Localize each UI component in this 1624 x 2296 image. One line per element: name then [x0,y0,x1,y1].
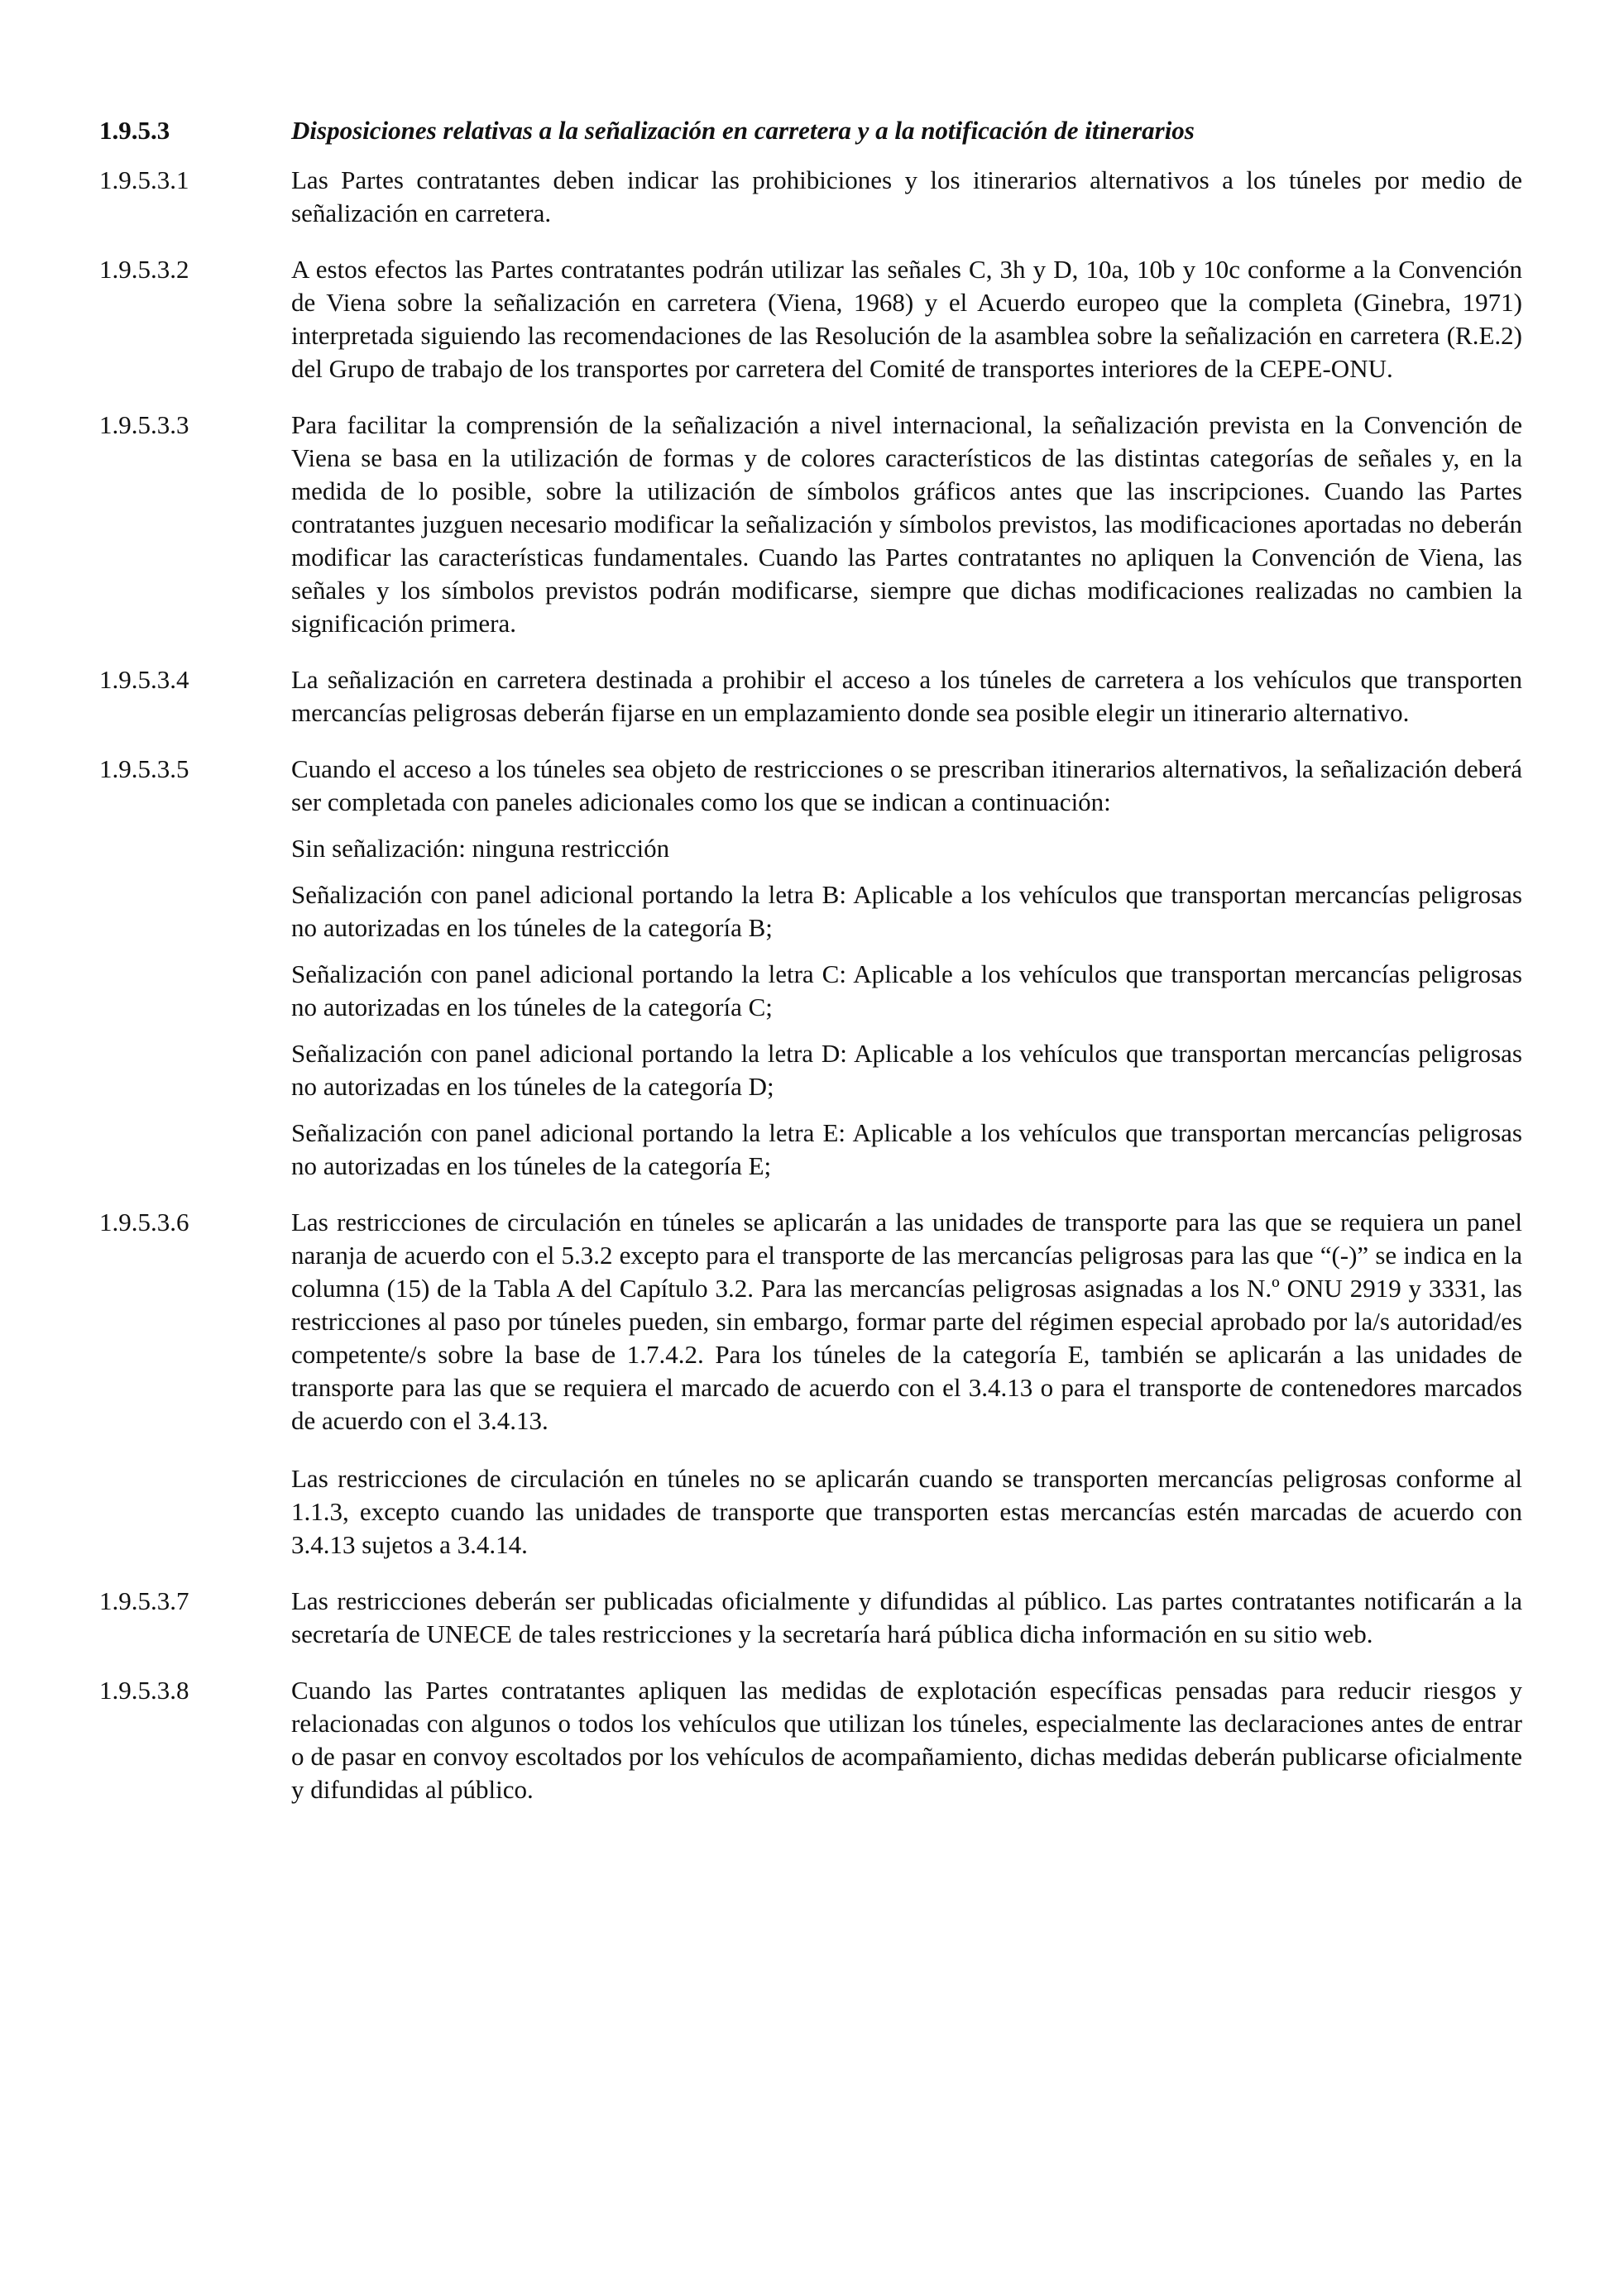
heading-title: Disposiciones relativas a la señalización en carretera y a la notificación de itinerarios [291,116,1195,145]
section-number: 1.9.5.3.6 [99,1208,189,1236]
section-1-9-5-3-2 [99,253,1522,385]
section-paragraph: Cuando el acceso a los túneles sea objeto de restricciones o se prescriban itinerarios alternativos, la señalización deberá ser completada con paneles adicionales como los que se indican a continuación: [291,754,1522,816]
section-paragraph: Señalización con panel adicional portando la letra C: Aplicable a los vehículos que transportan mercancías peligrosas no autorizadas en los túneles de la categoría C; [291,959,1522,1021]
section-1-9-5-3-4 [99,663,1522,729]
section-number: 1.9.5.3.5 [99,754,189,783]
section-paragraph: Las restricciones de circulación en túneles se aplicarán a las unidades de transporte para las que se requiera un panel naranja de acuerdo con el 5.3.2 excepto para el transporte de las mercancías peligrosas para las que “(-)” se indica en la columna (15) de la Tabla A del Capítulo 3.2. Para las mercancías peligrosas asignadas a los N.º ONU 2919 y 3331, las restricciones al paso por túneles pueden, sin embargo, formar parte del régimen especial aprobado por la/s autoridad/es competente/s sobre la base de 1.7.4.2. Para los túneles de la categoría E, también se aplicarán a las unidades de transporte para las que se requiera el marcado de acuerdo con el 3.4.13 o para el transporte de contenedores marcados de acuerdo con el 3.4.13. [291,1208,1522,1435]
section-paragraph: La señalización en carretera destinada a prohibir el acceso a los túneles de carretera a los vehículos que transporten mercancías peligrosas deberán fijarse en un emplazamiento donde sea posible elegir un itinerario alternativo. [291,665,1522,727]
section-content [291,1206,1522,1562]
section-paragraph: Las Partes contratantes deben indicar las prohibiciones y los itinerarios alternativos a los túneles por medio de señalización en carretera. [291,165,1522,227]
document-page [99,114,1522,1830]
section-number: 1.9.5.3.2 [99,255,189,284]
section-paragraph: Sin señalización: ninguna restricción [291,834,670,863]
section-paragraph: Las restricciones deberán ser publicadas oficialmente y difundidas al público. Las partes contratantes notificarán a la secretaría de UNECE de tales restricciones y la secretaría hará pública dicha información en su sitio web. [291,1586,1522,1648]
section-paragraph: Señalización con panel adicional portando la letra B: Aplicable a los vehículos que transportan mercancías peligrosas no autorizadas en los túneles de la categoría B; [291,880,1522,942]
section-number: 1.9.5.3.7 [99,1586,189,1615]
section-paragraph: Señalización con panel adicional portando la letra E: Aplicable a los vehículos que transportan mercancías peligrosas no autorizadas en los túneles de la categoría E; [291,1118,1522,1180]
section-1-9-5-3-5 [99,753,1522,1183]
section-paragraph: Para facilitar la comprensión de la señalización a nivel internacional, la señalización prevista en la Convención de Viena se basa en la utilización de formas y de colores característicos de las distintas categorías de señales y, en la medida de lo posible, sobre la utilización de símbolos gráficos antes que las inscripciones. Cuando las Partes contratantes juzguen necesario modificar la señalización y símbolos previstos, las modificaciones aportadas no deberán modificar las características fundamentales. Cuando las Partes contratantes no apliquen la Convención de Viena, las señales y los símbolos previstos podrán modificarse, siempre que dichas modificaciones realizadas no cambien la significación primera. [291,410,1522,638]
section-heading [99,114,1522,147]
heading-number: 1.9.5.3 [99,116,170,145]
section-content [291,1674,1522,1806]
section-paragraph: Cuando las Partes contratantes apliquen las medidas de explotación específicas pensadas para reducir riesgos y relacionadas con algunos o todos los vehículos que utilizan los túneles, especialmente las declaraciones antes de entrar o de pasar en convoy escoltados por los vehículos de acompañamiento, dichas medidas deberán publicarse oficialmente y difundidas al público. [291,1676,1522,1804]
section-number: 1.9.5.3.8 [99,1676,189,1705]
section-1-9-5-3-7 [99,1585,1522,1651]
section-content [291,164,1522,230]
heading-content [291,114,1522,147]
section-content [291,753,1522,1183]
section-paragraph: A estos efectos las Partes contratantes podrán utilizar las señales C, 3h y D, 10a, 10b y 10c conforme a la Convención de Viena sobre la señalización en carretera (Viena, 1968) y el Acuerdo europeo que la completa (Ginebra, 1971) interpretada siguiendo las recomendaciones de las Resolución de la asamblea sobre la señalización en carretera (R.E.2) del Grupo de trabajo de los transportes por carretera del Comité de transportes interiores de la CEPE-ONU. [291,255,1522,383]
section-1-9-5-3-8 [99,1674,1522,1806]
section-number: 1.9.5.3.1 [99,165,189,194]
section-paragraph: Las restricciones de circulación en túneles no se aplicarán cuando se transporten mercancías peligrosas conforme al 1.1.3, excepto cuando las unidades de transporte que transporten estas mercancías estén marcadas de acuerdo con 3.4.13 sujetos a 3.4.14. [291,1464,1522,1559]
section-content [291,409,1522,640]
section-number: 1.9.5.3.3 [99,410,189,439]
section-content [291,1585,1522,1651]
section-1-9-5-3-3 [99,409,1522,640]
section-1-9-5-3-1 [99,164,1522,230]
section-content [291,663,1522,729]
section-number: 1.9.5.3.4 [99,665,189,694]
section-paragraph: Señalización con panel adicional portando la letra D: Aplicable a los vehículos que transportan mercancías peligrosas no autorizadas en los túneles de la categoría D; [291,1039,1522,1101]
section-content [291,253,1522,385]
section-1-9-5-3-6 [99,1206,1522,1562]
